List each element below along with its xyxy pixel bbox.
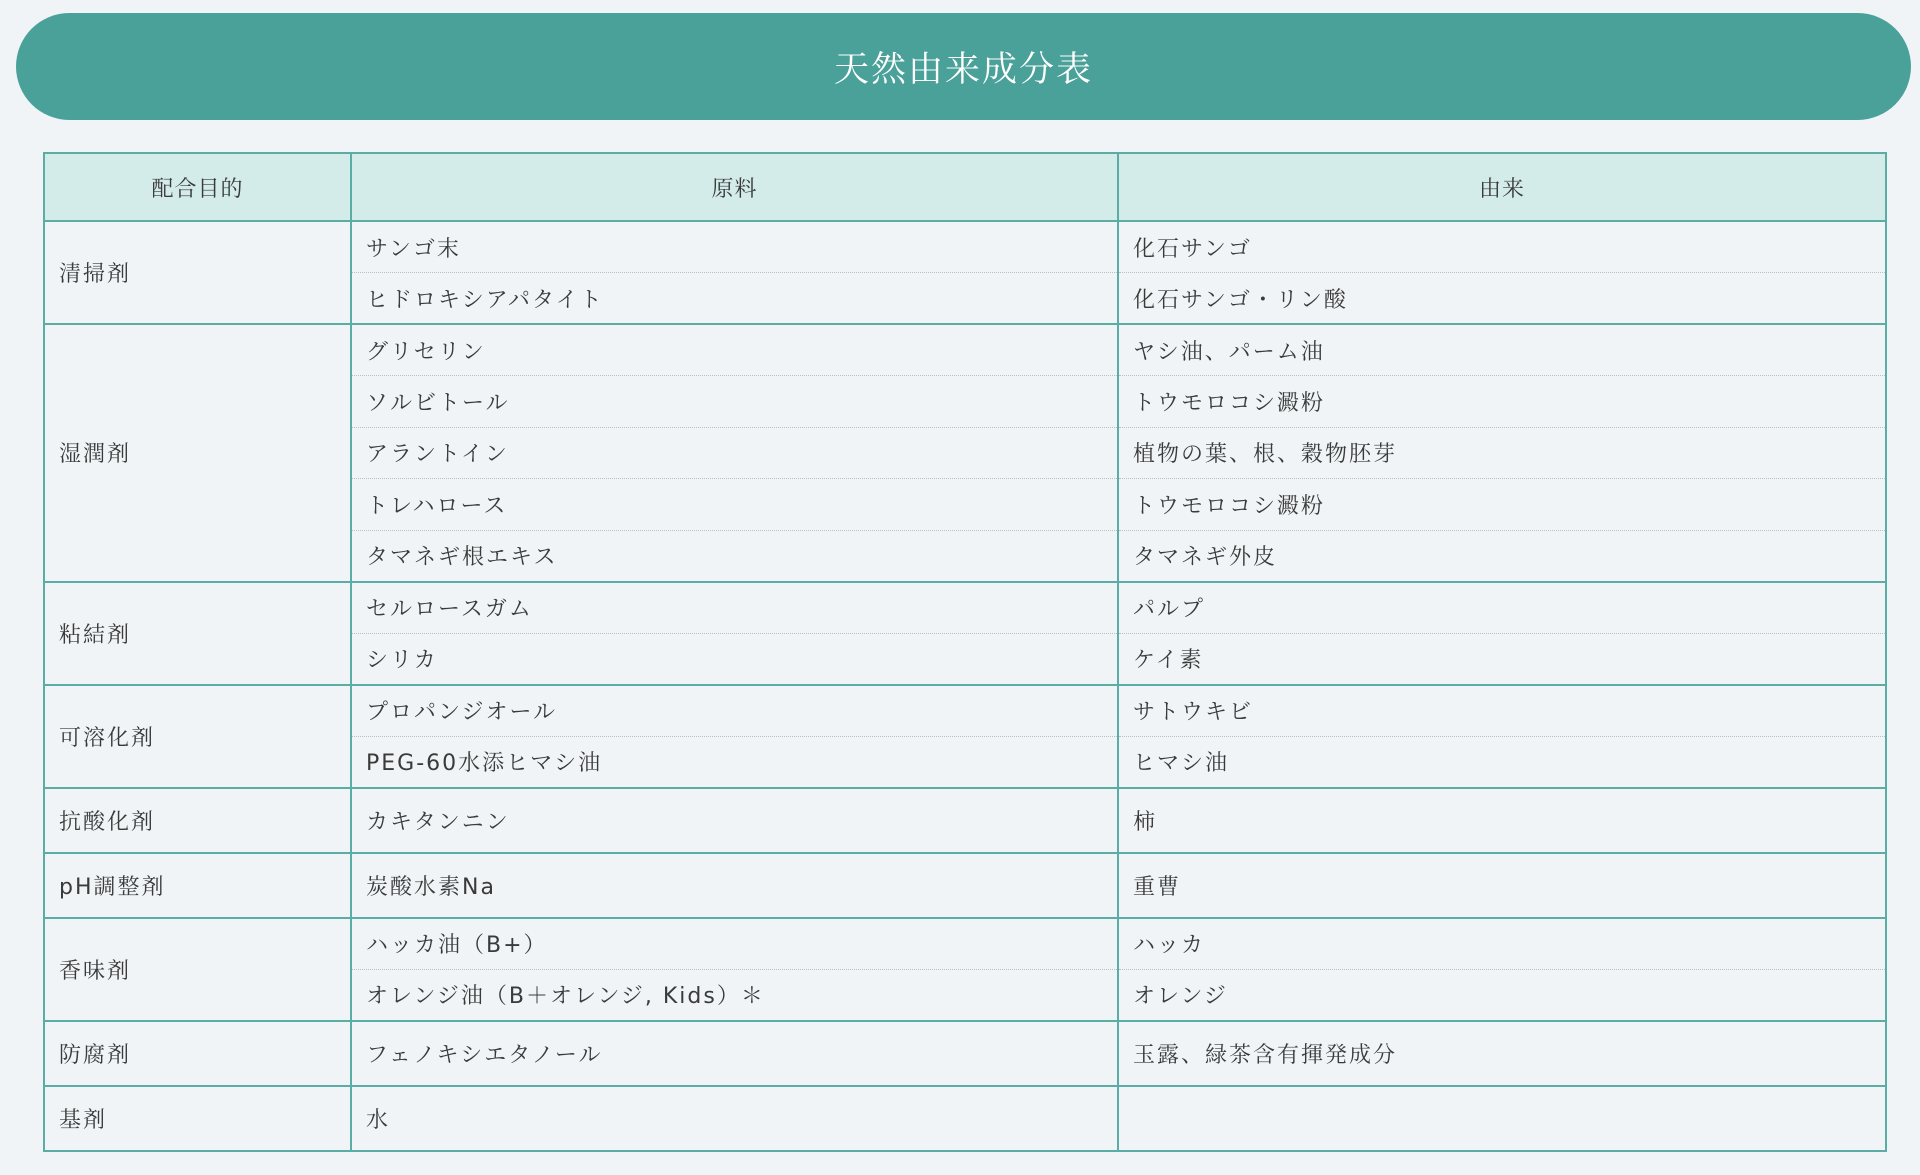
page-title: 天然由来成分表 bbox=[16, 13, 1911, 120]
origin-cell: ヒマシ油 bbox=[1118, 736, 1886, 788]
origin-cell: タマネギ外皮 bbox=[1118, 530, 1886, 582]
origin-cell: ヤシ油、パーム油 bbox=[1118, 324, 1886, 376]
material-cell: セルロースガム bbox=[351, 582, 1118, 634]
material-cell: 炭酸水素Na bbox=[351, 853, 1118, 918]
origin-cell: 植物の葉、根、穀物胚芽 bbox=[1118, 427, 1886, 479]
material-cell: ソルビトール bbox=[351, 376, 1118, 428]
material-cell: カキタンニン bbox=[351, 788, 1118, 853]
origin-cell: オレンジ bbox=[1118, 969, 1886, 1021]
material-cell: タマネギ根エキス bbox=[351, 530, 1118, 582]
origin-cell: サトウキビ bbox=[1118, 685, 1886, 737]
purpose-cell: 粘結剤 bbox=[44, 582, 351, 685]
origin-cell bbox=[1118, 1086, 1886, 1151]
material-cell: ヒドロキシアパタイト bbox=[351, 273, 1118, 325]
origin-cell: 化石サンゴ bbox=[1118, 221, 1886, 273]
origin-cell: ケイ素 bbox=[1118, 633, 1886, 685]
table-row bbox=[44, 685, 1886, 737]
origin-cell: 柿 bbox=[1118, 788, 1886, 853]
purpose-cell: 清掃剤 bbox=[44, 221, 351, 324]
material-cell: トレハロース bbox=[351, 479, 1118, 531]
purpose-cell: 湿潤剤 bbox=[44, 324, 351, 582]
material-cell: フェノキシエタノール bbox=[351, 1021, 1118, 1086]
table-header-row bbox=[44, 153, 1886, 221]
material-cell: PEG-60水添ヒマシ油 bbox=[351, 736, 1118, 788]
material-cell: シリカ bbox=[351, 633, 1118, 685]
material-cell: サンゴ末 bbox=[351, 221, 1118, 273]
origin-cell: ハッカ bbox=[1118, 918, 1886, 970]
table-row bbox=[44, 221, 1886, 273]
table-row bbox=[44, 1021, 1886, 1086]
origin-cell: 玉露、緑茶含有揮発成分 bbox=[1118, 1021, 1886, 1086]
material-cell: ハッカ油（B+） bbox=[351, 918, 1118, 970]
origin-cell: 化石サンゴ・リン酸 bbox=[1118, 273, 1886, 325]
purpose-cell: 可溶化剤 bbox=[44, 685, 351, 788]
material-cell: グリセリン bbox=[351, 324, 1118, 376]
table-row bbox=[44, 1086, 1886, 1151]
table-row bbox=[44, 324, 1886, 376]
table-row bbox=[44, 788, 1886, 853]
purpose-cell: 基剤 bbox=[44, 1086, 351, 1151]
origin-cell: 重曹 bbox=[1118, 853, 1886, 918]
table-row bbox=[44, 853, 1886, 918]
table-row bbox=[44, 918, 1886, 970]
table-body bbox=[44, 221, 1886, 1151]
purpose-cell: pH調整剤 bbox=[44, 853, 351, 918]
header-origin: 由来 bbox=[1118, 153, 1886, 221]
origin-cell: トウモロコシ澱粉 bbox=[1118, 479, 1886, 531]
origin-cell: パルプ bbox=[1118, 582, 1886, 634]
purpose-cell: 香味剤 bbox=[44, 918, 351, 1021]
table-row bbox=[44, 582, 1886, 634]
purpose-cell: 抗酸化剤 bbox=[44, 788, 351, 853]
material-cell: プロパンジオール bbox=[351, 685, 1118, 737]
header-material: 原料 bbox=[351, 153, 1118, 221]
ingredients-table bbox=[43, 152, 1887, 1152]
origin-cell: トウモロコシ澱粉 bbox=[1118, 376, 1886, 428]
header-purpose: 配合目的 bbox=[44, 153, 351, 221]
material-cell: 水 bbox=[351, 1086, 1118, 1151]
purpose-cell: 防腐剤 bbox=[44, 1021, 351, 1086]
material-cell: アラントイン bbox=[351, 427, 1118, 479]
material-cell: オレンジ油（B＋オレンジ, Kids）＊ bbox=[351, 969, 1118, 1021]
